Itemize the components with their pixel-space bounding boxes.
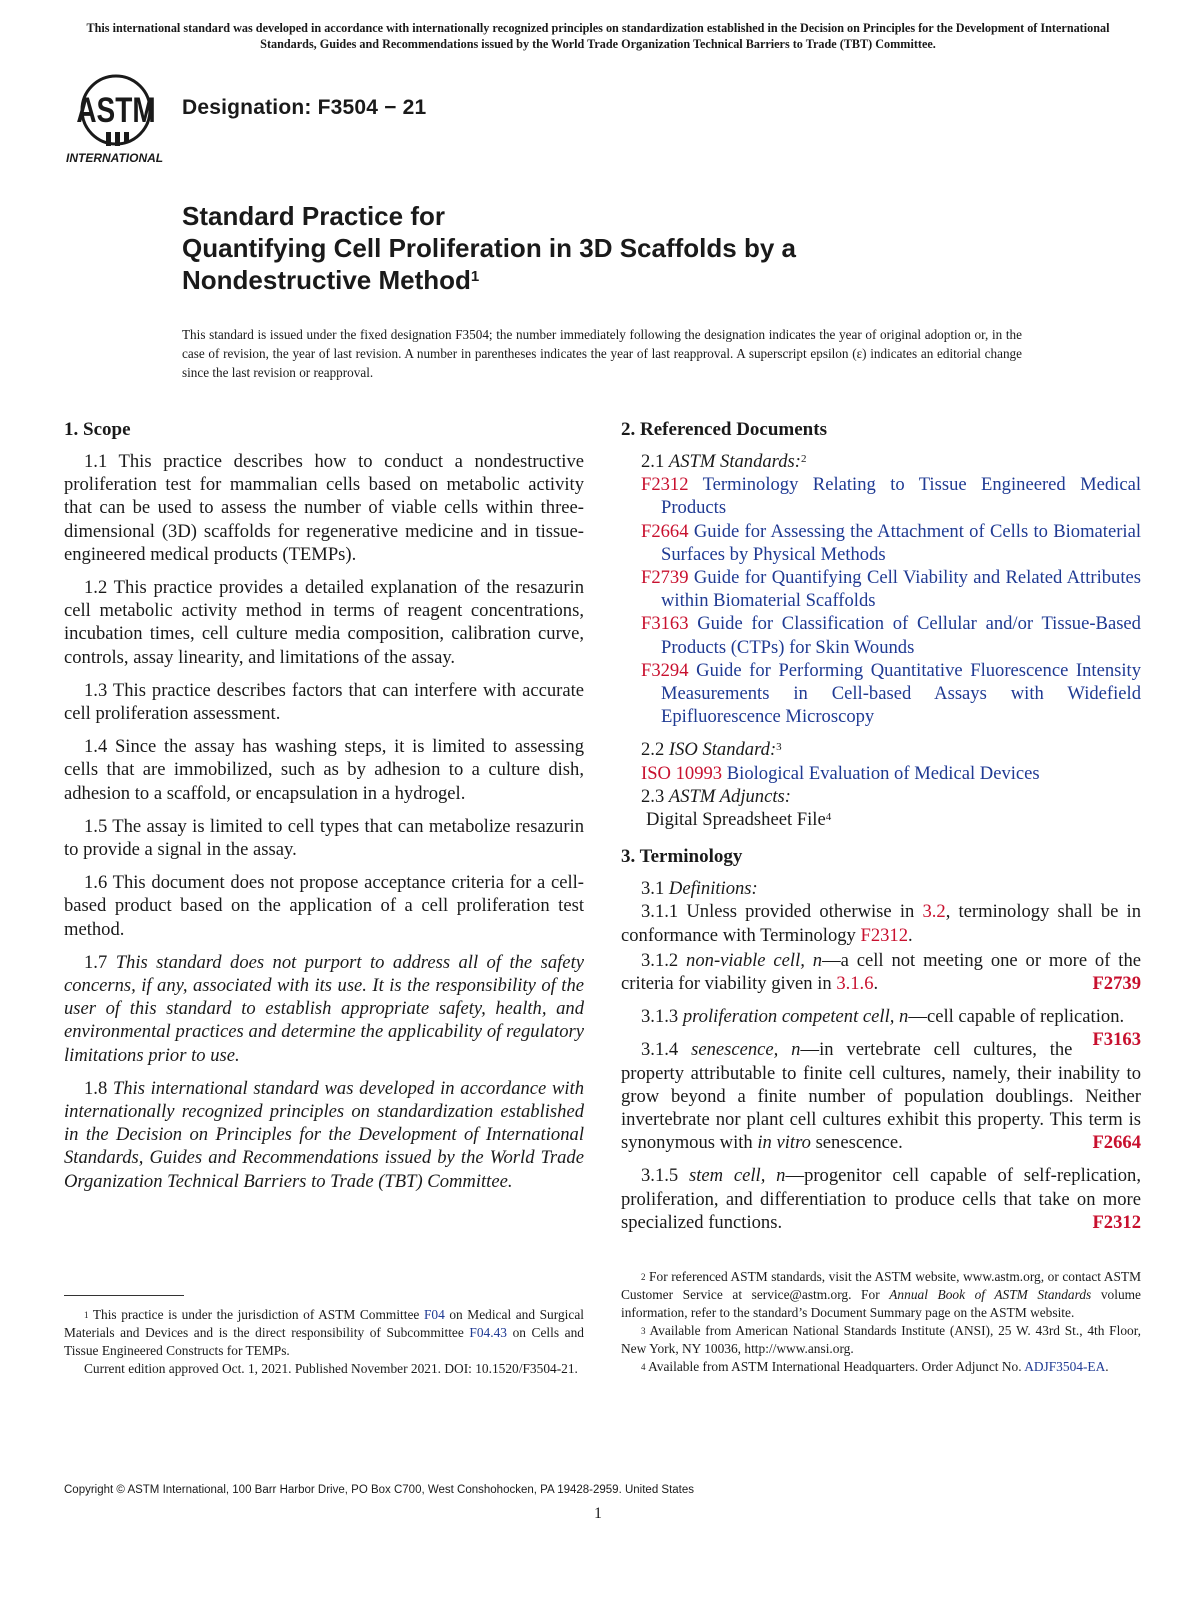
copyright-line: Copyright © ASTM International, 100 Barr Harbor Drive, PO Box C700, West Conshohocken, PA 19428-2959. United States (64, 1484, 695, 1496)
definition-3-1-2: 3.1.2 non-viable cell, n—a cell not meeting one or more of the criteria for viability given in 3.1.6. F2739 (621, 949, 1141, 995)
reference-code-link[interactable]: ISO 10993 (641, 762, 723, 784)
footnote-1: $^1$ This practice is under the jurisdiction of ASTM Committee F04 on Medical and Surgical Materials and Devices and is the direct responsibility of Subcommittee F04.43 on Cells and Tissue Engineered Constructs for TEMPs. (64, 1307, 584, 1358)
reference-code-link[interactable]: F3163 (641, 613, 689, 635)
scope-heading: 1. Scope (64, 419, 131, 440)
adjunct-order-link[interactable]: ADJF3504-EA (1024, 1359, 1106, 1374)
scope-1-7-text: This standard does not purport to address all of the safety concerns, if any, associated with its use. It is the responsibility of the user of this standard to establish appropriate safety, health, and environmental practices and determine the applicability of regulatory limitations prior to use. (64, 951, 584, 1066)
iso-standard-label-text: ISO Standard: (668, 739, 777, 761)
reference-code-link[interactable]: F2312 (641, 474, 689, 496)
footnote-4: $^4$ Available from ASTM International Headquarters. Order Adjunct No. ADJF3504-EA. (641, 1359, 1109, 1374)
scope-1-5: 1.5 The assay is limited to cell types that can metabolize resazurin to provide a signal in the assay. (64, 815, 584, 861)
scope-1-8-num: 1.8 (84, 1077, 108, 1099)
title-line-2: Quantifying Cell Proliferation in 3D Scaffolds by a (182, 233, 796, 263)
logo-caption: INTERNATIONAL (66, 151, 164, 165)
astm-reference-list (621, 473, 1141, 728)
left-column (64, 418, 584, 1203)
page-number: 1 (594, 1505, 602, 1522)
document-title (182, 200, 1042, 296)
reference-item (621, 473, 1141, 519)
reference-code-link[interactable]: F2664 (641, 520, 689, 542)
source-tag-link[interactable]: F3163 (1092, 1029, 1141, 1051)
xref-link[interactable]: 3.2 (922, 901, 946, 923)
astm-standards-label: 2.1 ASTM Standards:$^2$ (641, 451, 807, 472)
footnote-1-edition: Current edition approved Oct. 1, 2021. Published November 2021. DOI: 10.1520/F3504-21. (84, 1361, 578, 1376)
scope-1-8-text: This international standard was developed in accordance with internationally recognized principles on standardization established in the Decision on Principles for the Development of International Standards, Guides and Recommendations issued by the World Trade Organization Technical Barriers to Trade (TBT) Committee. (64, 1077, 584, 1192)
title-line-1: Standard Practice for (182, 201, 445, 231)
scope-1-1: 1.1 This practice describes how to conduct a nondestructive proliferation test for mammalian cells based on metabolic activity that can be used to assess the number of viable cells within three-dimensional (3D) scaffolds for regenerative medicine and in tissue-engineered medical products (TEMPs). (64, 451, 584, 565)
title-footnote-mark[interactable]: 1 (470, 268, 480, 285)
definition-3-1-5: 3.1.5 stem cell, n—progenitor cell capable of self-replication, proliferation, and differentiation to produce cells that take on more specialized functions. F2312 (621, 1165, 1141, 1233)
scope-1-2: 1.2 This practice provides a detailed explanation of the resazurin cell metabolic activity method in terms of reagent concentrations, incubation times, cell culture media composition, calibration curve, controls, assay linearity, and limitations of the assay. (64, 577, 584, 668)
subcommittee-link[interactable]: F04.43 (469, 1325, 507, 1340)
iso-fn-mark[interactable]: 3 (776, 741, 782, 754)
footnotes-left (64, 1295, 584, 1378)
xref-link[interactable]: F2312 (860, 924, 909, 946)
wto-notice: This international standard was developed in accordance with internationally recognized principles on standardization established in the Decision on Principles for the Development of International Standards, Guides and Recommendations issued by the World Trade Organization Technical Barriers to Trade (TBT) Committee. (86, 21, 1110, 51)
footnotes-right (621, 1268, 1141, 1376)
scope-1-7-num: 1.7 (84, 951, 108, 973)
reference-code-link[interactable]: F2739 (641, 567, 689, 589)
adjunct-item-text: Digital Spreadsheet File (646, 809, 826, 831)
reference-item (621, 520, 1141, 566)
reference-item (621, 659, 1141, 729)
footnote-rule (64, 1295, 184, 1296)
scope-1-4: 1.4 Since the assay has washing steps, it is limited to assessing cells that are immobilized, such as by adhesion to a culture dish, adhesion to a scaffold, or encapsulation in a hydrogel. (64, 736, 584, 804)
iso-standard-label: 2.2 ISO Standard:$^3$ (641, 739, 782, 761)
reference-title-link[interactable]: Guide for Classification of Cellular and/or Tissue-Based Products (CTPs) for Skin Wounds (661, 613, 1141, 658)
source-tag-link[interactable]: F2739 (1092, 973, 1141, 995)
astm-standards-fn-mark[interactable]: 2 (800, 453, 807, 465)
issuance-note: This standard is issued under the fixed designation F3504; the number immediately following the designation indicates the year of original adoption or, in the case of revision, the year of last revision. A number in parentheses indicates the year of last reapproval. A superscript epsilon (ε) indicates an editorial change since the last revision or reapproval. (182, 327, 1022, 380)
right-column (621, 418, 1141, 1244)
reference-item (621, 566, 1141, 612)
reference-title-link[interactable]: Guide for Quantifying Cell Viability and Related Attributes within Biomaterial Scaffolds (661, 567, 1141, 612)
xref-link[interactable]: 3.1.6 (836, 973, 874, 995)
reference-code-link[interactable]: F3294 (641, 659, 689, 681)
adjunct-fn-mark[interactable]: 4 (825, 811, 832, 824)
reference-item (621, 762, 1141, 785)
reference-item (621, 612, 1141, 658)
source-tag-link[interactable]: F2664 (1092, 1132, 1141, 1154)
scope-1-8 (64, 1077, 584, 1193)
reference-title-link[interactable]: Guide for Assessing the Attachment of Cells to Biomaterial Surfaces by Physical Methods (661, 520, 1141, 565)
designation: Designation: F3504 − 21 (182, 96, 427, 119)
definition-3-1-3: 3.1.3 proliferation competent cell, n—cell capable of replication. F3163 (641, 1006, 1141, 1051)
iso-reference-list (621, 762, 1141, 785)
reference-title-link[interactable]: Biological Evaluation of Medical Devices (726, 762, 1040, 784)
astm-logo (64, 72, 170, 168)
terminology-heading: 3. Terminology (621, 846, 743, 868)
definition-3-1-1: 3.1.1 Unless provided otherwise in 3.2, terminology shall be in conformance with Terminology F2312. (621, 901, 1142, 946)
definition-3-1-4: 3.1.4 senescence, n—in vertebrate cell cultures, the property attributable to finite cell cultures, namely, their inability to grow beyond a finite number of population doublings. Neither invertebrate nor plant cell cultures exhibit this property. This term is synonymous with in vitro senescence. F2664 (621, 1039, 1141, 1154)
astm-standards-label-text: ASTM Standards: (668, 451, 801, 472)
refdocs-heading: 2. Referenced Documents (621, 419, 827, 440)
adjuncts-label: 2.3 ASTM Adjuncts: (641, 785, 791, 807)
logo-letters: ASTM (76, 89, 156, 130)
scope-1-6: 1.6 This document does not propose acceptance criteria for a cell-based product based on the application of a cell proliferation test method. (64, 872, 584, 940)
reference-title-link[interactable]: Terminology Relating to Tissue Engineered Medical Products (661, 474, 1142, 519)
adjunct-item (621, 808, 1141, 831)
adjuncts-label-text: ASTM Adjuncts: (668, 785, 791, 807)
footnote-3: $^3$ Available from American National Standards Institute (ANSI), 25 W. 43rd St., 4th Floor, New York, NY 10036, http://www.ansi.org. (621, 1323, 1141, 1356)
title-line-3: Nondestructive Method (182, 265, 471, 295)
scope-1-3: 1.3 This practice describes factors that can interfere with accurate cell proliferation assessment. (64, 679, 584, 725)
definitions-label: 3.1 Definitions: (641, 878, 758, 900)
definitions-label-text: Definitions: (668, 878, 758, 900)
source-tag-link[interactable]: F2312 (1092, 1211, 1141, 1233)
reference-title-link[interactable]: Guide for Performing Quantitative Fluorescence Intensity Measurements in Cell-based Assays with Widefield Epifluorescence Microscopy (661, 659, 1141, 728)
footnote-2: $^2$ For referenced ASTM standards, visit the ASTM website, www.astm.org, or contact ASTM Customer Service at service@astm.org. For Annual Book of ASTM Standards volume information, refer to the standard’s Document Summary page on the ASTM website. (621, 1269, 1141, 1320)
committee-link[interactable]: F04 (423, 1307, 445, 1322)
scope-1-7 (64, 951, 584, 1067)
